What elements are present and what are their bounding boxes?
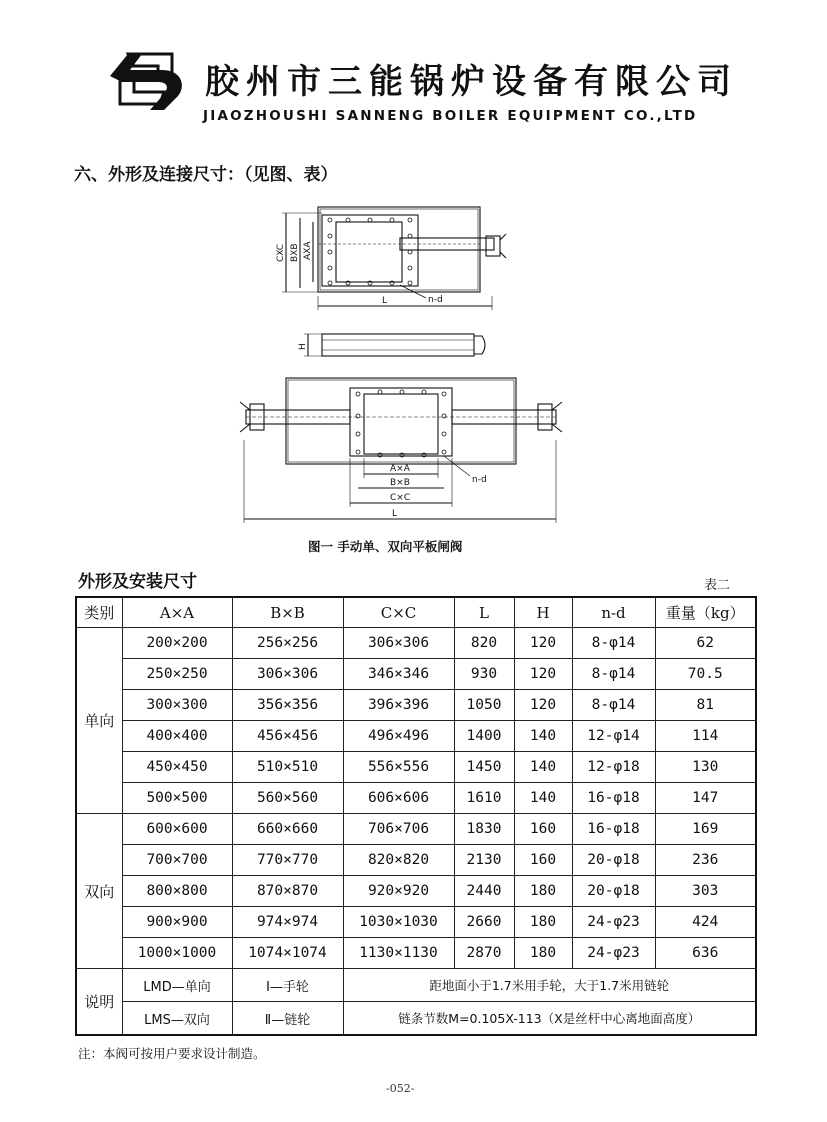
dim-label-nd2: n-d (472, 475, 487, 485)
table-header-row (76, 597, 756, 628)
cell: 800×800 (122, 876, 232, 907)
cell: 706×706 (343, 814, 454, 845)
cell: 920×920 (343, 876, 454, 907)
header-cell: C×C (343, 597, 454, 628)
company-name-cn: 胶州市三能锅炉设备有限公司 (205, 62, 738, 102)
cell: 2660 (454, 907, 514, 938)
cell: 556×556 (343, 752, 454, 783)
cell: 900×900 (122, 907, 232, 938)
dim-label-bxb2: B×B (390, 478, 410, 488)
cell: 236 (655, 845, 756, 876)
cell: 12-φ18 (572, 752, 655, 783)
cell: 8-φ14 (572, 628, 655, 659)
cell: 140 (514, 752, 572, 783)
header-cell: 类别 (76, 597, 122, 628)
cell: 180 (514, 876, 572, 907)
figure-caption: 图一 手动单、双向平板闸阀 (308, 539, 463, 554)
cell: 1830 (454, 814, 514, 845)
table-number: 表二 (704, 578, 731, 593)
dimension-table (75, 596, 757, 1036)
cell: 1074×1074 (232, 938, 343, 969)
table-row (76, 752, 756, 783)
cell: 256×256 (232, 628, 343, 659)
cell: 70.5 (655, 659, 756, 690)
view1-opening (336, 222, 402, 282)
cell: 16-φ18 (572, 814, 655, 845)
cell: 456×456 (232, 721, 343, 752)
cell: 306×306 (232, 659, 343, 690)
company-name-en: JIAOZHOUSHI SANNENG BOILER EQUIPMENT CO.,LTD (203, 108, 698, 124)
dim-label-bxb: BXB (290, 243, 300, 262)
cell: 300×300 (122, 690, 232, 721)
notes-row (76, 969, 756, 1002)
group-double: 双向 (76, 814, 122, 969)
table-row (76, 721, 756, 752)
header-cell: 重量（kg） (655, 597, 756, 628)
cell: 130 (655, 752, 756, 783)
table-row (76, 690, 756, 721)
view2-body (322, 334, 474, 356)
note-lms: LMS—双向 (122, 1002, 232, 1036)
table-title: 外形及安装尺寸 (78, 572, 197, 592)
cell: 20-φ18 (572, 845, 655, 876)
cell: 560×560 (232, 783, 343, 814)
dim-label-l2: L (392, 509, 398, 519)
cell: 200×200 (122, 628, 232, 659)
cell: 306×306 (343, 628, 454, 659)
dim-label-nd: n-d (428, 295, 443, 305)
cell: 974×974 (232, 907, 343, 938)
view3-flange (350, 388, 452, 456)
page-number: -052- (386, 1082, 415, 1095)
cell: 346×346 (343, 659, 454, 690)
dim-label-cxc2: C×C (390, 493, 411, 503)
valve-drawing (0, 0, 827, 560)
cell: 600×600 (122, 814, 232, 845)
cell: 1130×1130 (343, 938, 454, 969)
cell: 2130 (454, 845, 514, 876)
cell: 1450 (454, 752, 514, 783)
group-single: 单向 (76, 628, 122, 814)
cell: 169 (655, 814, 756, 845)
cell: 120 (514, 628, 572, 659)
cell: 250×250 (122, 659, 232, 690)
dim-label-axa2: A×A (390, 464, 410, 474)
note-remark-2: 链条节数M=0.105X-113（X是丝杆中心离地面高度） (343, 1002, 756, 1036)
cell: 510×510 (232, 752, 343, 783)
cell: 180 (514, 907, 572, 938)
cell: 636 (655, 938, 756, 969)
cell: 660×660 (232, 814, 343, 845)
cell: 81 (655, 690, 756, 721)
cell: 700×700 (122, 845, 232, 876)
header-cell: A×A (122, 597, 232, 628)
note-lmd: LMD—单向 (122, 969, 232, 1002)
header-cell: n-d (572, 597, 655, 628)
table-row (76, 876, 756, 907)
cell: 424 (655, 907, 756, 938)
note-chain: Ⅱ—链轮 (232, 1002, 343, 1036)
cell: 2870 (454, 938, 514, 969)
cell: 24-φ23 (572, 907, 655, 938)
dim-label-h: H (298, 343, 308, 350)
cell: 8-φ14 (572, 659, 655, 690)
cell: 496×496 (343, 721, 454, 752)
table-row (76, 783, 756, 814)
cell: 1400 (454, 721, 514, 752)
header-cell: H (514, 597, 572, 628)
cell: 356×356 (232, 690, 343, 721)
note-remark-1: 距地面小于1.7米用手轮，大于1.7米用链轮 (343, 969, 756, 1002)
dim-label-l: L (382, 296, 388, 306)
view3-frame (286, 378, 516, 464)
cell: 930 (454, 659, 514, 690)
cell: 160 (514, 845, 572, 876)
cell: 396×396 (343, 690, 454, 721)
cell: 606×606 (343, 783, 454, 814)
note-hand: Ⅰ—手轮 (232, 969, 343, 1002)
cell: 303 (655, 876, 756, 907)
notes-row (76, 1002, 756, 1036)
cell: 820×820 (343, 845, 454, 876)
section-title: 六、外形及连接尺寸：（见图、表） (74, 165, 338, 185)
cell: 450×450 (122, 752, 232, 783)
cell: 770×770 (232, 845, 343, 876)
cell: 16-φ18 (572, 783, 655, 814)
cell: 12-φ14 (572, 721, 655, 752)
cell: 870×870 (232, 876, 343, 907)
notes-label: 说明 (76, 969, 122, 1036)
view3-opening (364, 394, 438, 454)
table-row (76, 845, 756, 876)
cell: 2440 (454, 876, 514, 907)
cell: 1050 (454, 690, 514, 721)
cell: 24-φ23 (572, 938, 655, 969)
cell: 160 (514, 814, 572, 845)
cell: 114 (655, 721, 756, 752)
table-row (76, 628, 756, 659)
dim-label-axa: AXA (303, 241, 313, 260)
cell: 1610 (454, 783, 514, 814)
cell: 180 (514, 938, 572, 969)
cell: 140 (514, 783, 572, 814)
cell: 147 (655, 783, 756, 814)
cell: 820 (454, 628, 514, 659)
cell: 500×500 (122, 783, 232, 814)
table-row (76, 907, 756, 938)
header-cell: L (454, 597, 514, 628)
footnote: 注：本阀可按用户要求设计制造。 (78, 1046, 266, 1061)
cell: 1030×1030 (343, 907, 454, 938)
cell: 120 (514, 659, 572, 690)
cell: 140 (514, 721, 572, 752)
header-cell: B×B (232, 597, 343, 628)
cell: 20-φ18 (572, 876, 655, 907)
cell: 8-φ14 (572, 690, 655, 721)
view1-handwheel (486, 236, 500, 256)
cell: 62 (655, 628, 756, 659)
dim-label-cxc: CXC (276, 243, 286, 262)
cell: 400×400 (122, 721, 232, 752)
cell: 1000×1000 (122, 938, 232, 969)
table-row (76, 938, 756, 969)
table-row (76, 659, 756, 690)
cell: 120 (514, 690, 572, 721)
table-row (76, 814, 756, 845)
